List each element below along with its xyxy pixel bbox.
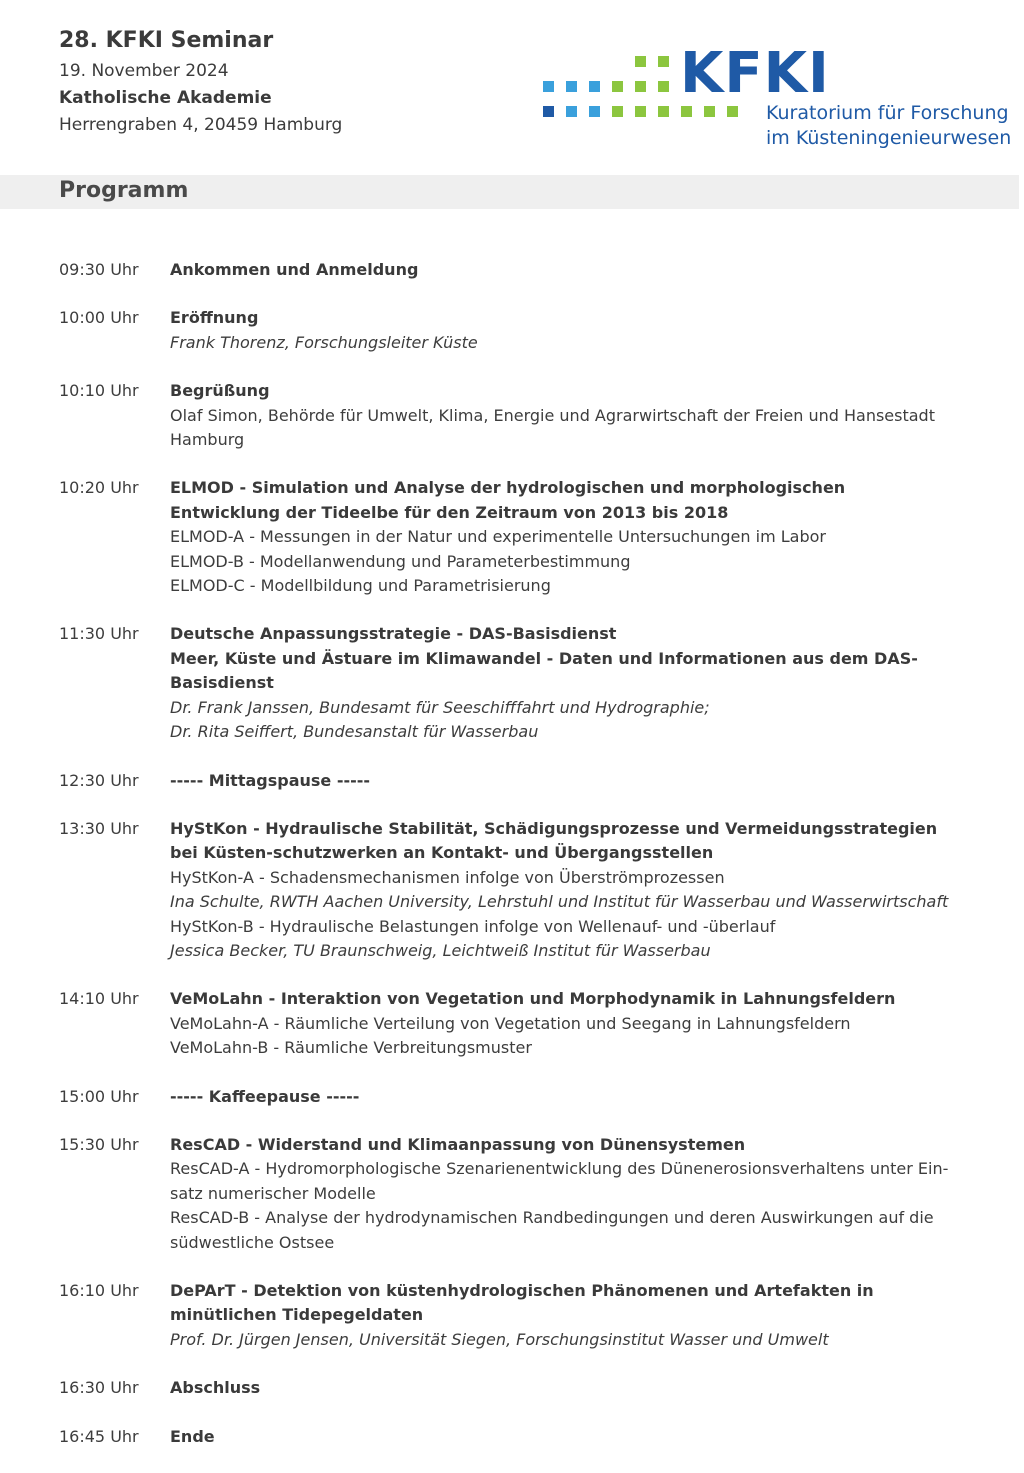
entry-content xyxy=(170,1133,959,1255)
entry-time: 13:30 Uhr xyxy=(59,818,139,838)
entry-heading: ELMOD - Simulation und Analyse der hydrologischen und morphologischen Entwicklung der Tideelbe für den Zeitraum von 2013 bis 2018 xyxy=(170,478,846,522)
entry-time: 10:00 Uhr xyxy=(59,308,139,328)
schedule xyxy=(59,258,959,1473)
entry-time: 16:45 Uhr xyxy=(59,1426,139,1446)
entry-heading: Begrüßung xyxy=(170,381,270,401)
entry-speaker: Dr. Rita Seiffert, Bundesanstalt für Wasserbau xyxy=(170,722,539,742)
entry-detail: Olaf Simon, Behörde für Umwelt, Klima, Energie und Agrarwirtschaft der Freien und Hansestadt Hamburg xyxy=(170,405,935,450)
logo-subtitle-line1: Kuratorium für Forschung xyxy=(766,102,1009,124)
logo-square xyxy=(543,106,554,117)
entry-speaker: Prof. Dr. Jürgen Jensen, Universität Siegen, Forschungsinstitut Wasser und Umwelt xyxy=(170,1329,829,1349)
entry-detail: ResCAD-B - Analyse der hydrodynamischen Randbedingungen und deren Auswirkungen auf die südwestliche Ostsee xyxy=(170,1208,934,1252)
event-header xyxy=(59,26,342,139)
entry-detail: ResCAD-A - Hydromorphologische Szenarienentwicklung des Dünenerosionsverhaltens unter Ein-satz numerischer Modelle xyxy=(170,1159,949,1203)
entry-heading: Deutsche Anpassungsstrategie - DAS-Basisdienst xyxy=(170,624,617,644)
logo-square xyxy=(543,81,554,92)
entry-heading: Ende xyxy=(170,1426,215,1446)
entry-content xyxy=(170,622,959,744)
logo-square xyxy=(589,106,600,117)
entry-time: 11:30 Uhr xyxy=(59,624,139,644)
event-venue: Katholische Akademie xyxy=(59,88,272,108)
entry-time: 16:10 Uhr xyxy=(59,1281,139,1300)
entry-content xyxy=(170,306,959,355)
entry-detail: VeMoLahn-B - Räumliche Verbreitungsmuster xyxy=(170,1038,532,1058)
logo-square xyxy=(635,56,646,67)
entry-time: 15:00 Uhr xyxy=(59,1086,139,1106)
entry-heading: ----- Mittagspause ----- xyxy=(170,770,371,790)
schedule-entry xyxy=(59,1133,959,1255)
logo-subtitle-line2: im Küsteningenieurwesen xyxy=(766,127,1012,149)
entry-time: 14:10 Uhr xyxy=(59,989,139,1009)
schedule-entry xyxy=(59,1279,959,1352)
entry-speaker: Jessica Becker, TU Braunschweig, Leichtweiß Institut für Wasserbau xyxy=(170,940,711,960)
entry-time: 10:20 Uhr xyxy=(59,478,139,498)
logo-square xyxy=(566,106,577,117)
logo-square xyxy=(658,56,669,67)
logo-square xyxy=(727,106,738,117)
schedule-entry xyxy=(59,306,959,355)
event-title: 28. KFKI Seminar xyxy=(59,28,274,53)
logo-square xyxy=(635,81,646,92)
entry-time: 09:30 Uhr xyxy=(59,260,139,279)
entry-heading: DePArT - Detektion von küstenhydrologischen Phänomenen und Artefakten in minütlichen Tidepegeldaten xyxy=(170,1281,874,1325)
entry-content xyxy=(170,258,959,282)
entry-heading: Ankommen und Anmeldung xyxy=(170,260,419,279)
logo-square xyxy=(635,106,646,117)
schedule-entry xyxy=(59,379,959,452)
schedule-entry xyxy=(59,622,959,744)
logo-wordmark: KFKI xyxy=(680,41,830,106)
entry-content xyxy=(170,1425,959,1449)
entry-content xyxy=(170,379,959,452)
entry-time: 12:30 Uhr xyxy=(59,770,139,790)
logo-square xyxy=(681,106,692,117)
schedule-entry xyxy=(59,1376,959,1400)
entry-content xyxy=(170,769,959,793)
entry-heading: Eröffnung xyxy=(170,308,259,328)
schedule-entry xyxy=(59,817,959,963)
logo-square xyxy=(589,81,600,92)
entry-content xyxy=(170,817,959,963)
entry-detail: HyStKon-B - Hydraulische Belastungen infolge von Wellenauf- und -überlauf xyxy=(170,916,776,936)
event-date: 19. November 2024 xyxy=(59,61,229,81)
entry-time: 16:30 Uhr xyxy=(59,1378,139,1398)
logo-square xyxy=(566,81,577,92)
entry-time: 10:10 Uhr xyxy=(59,381,139,401)
schedule-entry xyxy=(59,987,959,1060)
schedule-entry xyxy=(59,1425,959,1449)
entry-content xyxy=(170,1085,959,1109)
entry-detail: HyStKon-A - Schadensmechanismen infolge von Überströmprozessen xyxy=(170,867,725,887)
logo-square xyxy=(612,106,623,117)
entry-heading: VeMoLahn - Interaktion von Vegetation und Morphodynamik in Lahnungsfeldern xyxy=(170,989,896,1009)
section-title: Programm xyxy=(59,178,189,203)
entry-heading: ResCAD - Widerstand und Klimaanpassung von Dünensystemen xyxy=(170,1134,746,1154)
entry-speaker: Ina Schulte, RWTH Aachen University, Lehrstuhl und Institut für Wasserbau und Wasserwirtschaft xyxy=(170,892,949,912)
entry-heading: ----- Kaffeepause ----- xyxy=(170,1086,360,1106)
schedule-entry xyxy=(59,476,959,598)
entry-detail: ELMOD-B - Modellanwendung und Parameterbestimmung xyxy=(170,551,631,571)
logo-square xyxy=(658,106,669,117)
program-section-bar xyxy=(0,175,1019,209)
entry-detail: ELMOD-C - Modellbildung und Parametrisierung xyxy=(170,576,551,596)
logo-square xyxy=(658,81,669,92)
entry-detail: ELMOD-A - Messungen in der Natur und experimentelle Untersuchungen im Labor xyxy=(170,527,826,547)
entry-content xyxy=(170,1376,959,1400)
schedule-entry xyxy=(59,769,959,793)
logo-square xyxy=(704,106,715,117)
entry-speaker: Dr. Frank Janssen, Bundesamt für Seeschifffahrt und Hydrographie; xyxy=(170,697,710,717)
entry-time: 15:30 Uhr xyxy=(59,1134,139,1154)
entry-content xyxy=(170,476,959,598)
event-address: Herrengraben 4, 20459 Hamburg xyxy=(59,115,343,135)
entry-content xyxy=(170,1279,959,1352)
entry-heading: Abschluss xyxy=(170,1378,261,1398)
entry-detail: VeMoLahn-A - Räumliche Verteilung von Vegetation und Seegang in Lahnungsfeldern xyxy=(170,1013,851,1033)
logo-square xyxy=(612,81,623,92)
entry-heading: Meer, Küste und Ästuare im Klimawandel - Daten und Informationen aus dem DAS-Basisdienst xyxy=(170,648,918,693)
entry-content xyxy=(170,987,959,1060)
entry-heading: HyStKon - Hydraulische Stabilität, Schädigungsprozesse und Vermeidungsstrategien bei Küsten-schutzwerken an Kontakt- und Übergangsstellen xyxy=(170,818,938,863)
entry-speaker: Frank Thorenz, Forschungsleiter Küste xyxy=(170,332,478,352)
schedule-entry xyxy=(59,258,959,282)
schedule-entry xyxy=(59,1085,959,1109)
